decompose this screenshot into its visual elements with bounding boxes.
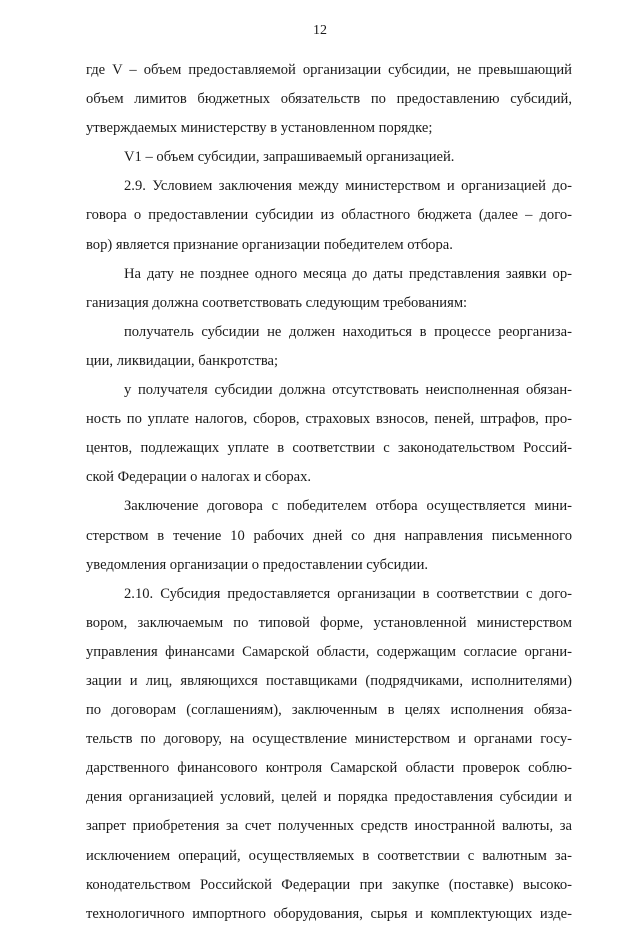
text-line: вор) является признание организации победителем отбора. bbox=[86, 236, 453, 253]
text-line: где V – объем предоставляемой организации субсидии, не превышающий bbox=[86, 62, 572, 78]
text-line: объем лимитов бюджетных обязательств по предоставлению субсидий, bbox=[86, 91, 572, 108]
text-line: вором, заключаемым по типовой форме, установленной министерством bbox=[86, 614, 572, 631]
text-line: запрет приобретения за счет полученных средств иностранной валюты, за bbox=[86, 818, 572, 835]
text-line: утверждаемых министерству в установленном порядке; bbox=[86, 120, 433, 137]
text-line: у получателя субсидии должна отсутствовать неисполненная обязан- bbox=[124, 382, 572, 399]
text-line: технологичного импортного оборудования, сырья и комплектующих изде- bbox=[86, 905, 572, 922]
text-line: управления финансами Самарской области, содержащим согласие органи- bbox=[86, 643, 572, 660]
text-line: V1 – объем субсидии, запрашиваемый организацией. bbox=[124, 149, 455, 166]
text-line: уведомления организации о предоставлении субсидии. bbox=[86, 556, 429, 573]
text-line: 2.9. Условием заключения между министерством и организацией до- bbox=[124, 178, 572, 195]
text-line: дения организацией условий, целей и порядка предоставления субсидии и bbox=[86, 789, 572, 806]
page-number: 12 bbox=[313, 23, 327, 38]
text-line: конодательством Российской Федерации при закупке (поставке) высоко- bbox=[86, 876, 572, 893]
text-line: ность по уплате налогов, сборов, страховых взносов, пеней, штрафов, про- bbox=[86, 411, 572, 428]
text-line: ганизация должна соответствовать следующим требованиям: bbox=[86, 294, 468, 311]
text-line: тельств по договору, на осуществление министерством и органами госу- bbox=[86, 731, 572, 748]
text-line: зации и лиц, являющихся поставщиками (подрядчиками, исполнителями) bbox=[86, 672, 572, 689]
text-line: ции, ликвидации, банкротства; bbox=[86, 352, 279, 369]
text-line: стерством в течение 10 рабочих дней со дня направления письменного bbox=[86, 527, 572, 544]
text-line: дарственного финансового контроля Самарской области проверок соблю- bbox=[86, 760, 572, 777]
body-text bbox=[86, 56, 572, 929]
text-line: центов, подлежащих уплате в соответствии с законодательством Россий- bbox=[86, 440, 572, 457]
text-line: На дату не позднее одного месяца до даты представления заявки ор- bbox=[124, 265, 572, 282]
text-line: Заключение договора с победителем отбора осуществляется мини- bbox=[124, 498, 572, 515]
text-line: исключением операций, осуществляемых в соответствии с валютным за- bbox=[86, 847, 572, 864]
text-line: ской Федерации о налогах и сборах. bbox=[86, 469, 312, 486]
text-line: получатель субсидии не должен находиться в процессе реорганиза- bbox=[124, 323, 572, 340]
text-line: говора о предоставлении субсидии из областного бюджета (далее – дого- bbox=[86, 207, 572, 224]
text-line: по договорам (соглашениям), заключенным в целях исполнения обяза- bbox=[86, 702, 572, 719]
text-line: 2.10. Субсидия предоставляется организации в соответствии с дого- bbox=[124, 585, 572, 602]
